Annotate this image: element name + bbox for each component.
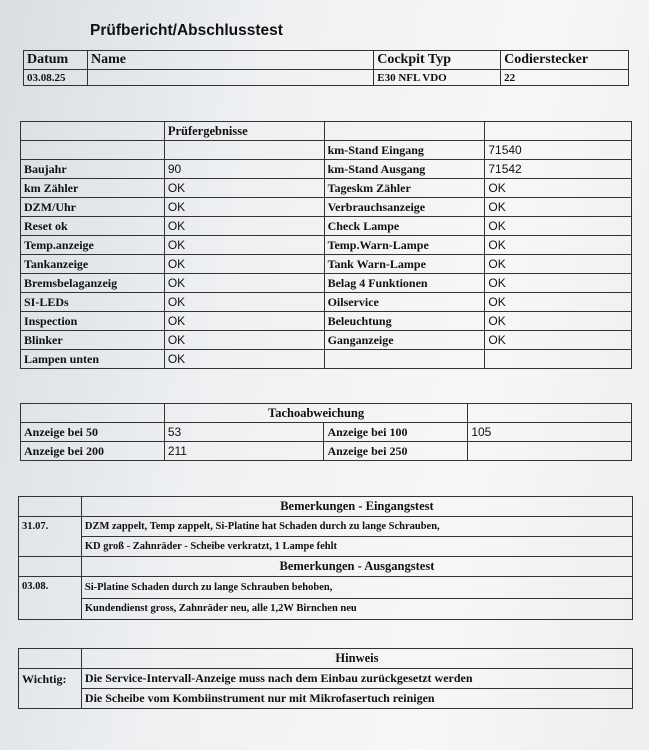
hint-empty-cell: [19, 649, 82, 669]
results-row: [21, 160, 632, 179]
result-value: OK: [164, 198, 324, 217]
result-value: OK: [164, 255, 324, 274]
result-value: OK: [485, 236, 632, 255]
result-value: 71540: [485, 141, 632, 160]
tacho-label: Anzeige bei 50: [21, 423, 165, 442]
result-label: Tankanzeige: [21, 255, 165, 274]
result-label: Inspection: [21, 312, 165, 331]
tacho-table: [20, 403, 632, 461]
results-row: [21, 198, 632, 217]
result-value: OK: [164, 236, 324, 255]
result-label: km-Stand Ausgang: [324, 160, 485, 179]
result-label: Oilservice: [324, 293, 485, 312]
result-label: Baujahr: [21, 160, 165, 179]
tacho-empty-cell: [21, 404, 165, 423]
results-empty-cell: [324, 122, 485, 141]
hint-heading: Hinweis: [81, 649, 632, 669]
col-codier-header: Codierstecker: [501, 51, 629, 70]
remarks-in-date: 31.07.: [19, 517, 82, 557]
remarks-in-heading: Bemerkungen - Eingangstest: [81, 497, 632, 517]
tacho-value: [468, 442, 632, 461]
results-row: [21, 141, 632, 160]
results-table: [20, 121, 632, 369]
datum-value: 03.08.25: [24, 70, 88, 86]
result-value: 71542: [485, 160, 632, 179]
tacho-empty-cell: [468, 404, 632, 423]
col-name-header: Name: [87, 51, 373, 70]
result-label: Bremsbelaganzeig: [21, 274, 165, 293]
result-label: DZM/Uhr: [21, 198, 165, 217]
tacho-row: [21, 423, 632, 442]
result-value: OK: [485, 217, 632, 236]
results-row: [21, 350, 632, 369]
remarks-table: [18, 496, 633, 620]
result-label: Tageskm Zähler: [324, 179, 485, 198]
result-value: OK: [164, 179, 324, 198]
col-cockpit-header: Cockpit Typ: [374, 51, 501, 70]
result-value: OK: [485, 179, 632, 198]
result-value: [485, 350, 632, 369]
result-label: Blinker: [21, 331, 165, 350]
result-value: OK: [485, 274, 632, 293]
tacho-value: 105: [468, 423, 632, 442]
result-value: OK: [164, 350, 324, 369]
result-value: OK: [164, 293, 324, 312]
remarks-empty-cell: [19, 497, 82, 517]
result-label: Belag 4 Funktionen: [324, 274, 485, 293]
result-label: Temp.Warn-Lampe: [324, 236, 485, 255]
result-label: km-Stand Eingang: [324, 141, 485, 160]
result-label: SI-LEDs: [21, 293, 165, 312]
name-value: [87, 70, 373, 86]
result-value: OK: [164, 274, 324, 293]
results-empty-cell: [21, 122, 165, 141]
hint-table: [18, 648, 633, 709]
cockpit-value: E30 NFL VDO: [374, 70, 501, 86]
results-row: [21, 274, 632, 293]
result-label: [21, 141, 165, 160]
results-row: [21, 255, 632, 274]
hint-label: Wichtig:: [19, 669, 82, 709]
results-empty-cell: [485, 122, 632, 141]
result-label: Verbrauchsanzeige: [324, 198, 485, 217]
codier-value: 22: [501, 70, 629, 86]
result-value: OK: [485, 255, 632, 274]
result-label: Lampen unten: [21, 350, 165, 369]
result-label: Reset ok: [21, 217, 165, 236]
results-row: [21, 236, 632, 255]
result-label: Beleuchtung: [324, 312, 485, 331]
remarks-empty-cell: [19, 557, 82, 577]
result-value: 90: [164, 160, 324, 179]
col-datum-header: Datum: [24, 51, 88, 70]
result-label: Temp.anzeige: [21, 236, 165, 255]
results-row: [21, 293, 632, 312]
header-table: [23, 50, 629, 86]
results-row: [21, 179, 632, 198]
tacho-label: Anzeige bei 200: [21, 442, 165, 461]
remarks-out-line1: Si-Platine Schaden durch zu lange Schrauben behoben,: [81, 577, 632, 599]
result-label: km Zähler: [21, 179, 165, 198]
result-label: [324, 350, 485, 369]
hint-line1: Die Service-Intervall-Anzeige muss nach dem Einbau zurückgesetzt werden: [81, 669, 632, 689]
tacho-value: 53: [164, 423, 324, 442]
tacho-value: 211: [164, 442, 324, 461]
results-row: [21, 331, 632, 350]
results-row: [21, 312, 632, 331]
remarks-out-date: 03.08.: [19, 577, 82, 620]
remarks-in-line1: DZM zappelt, Temp zappelt, Si-Platine hat Schaden durch zu lange Schrauben,: [81, 517, 632, 537]
results-row: [21, 217, 632, 236]
remarks-out-heading: Bemerkungen - Ausgangstest: [81, 557, 632, 577]
result-value: OK: [485, 312, 632, 331]
result-value: OK: [164, 217, 324, 236]
result-value: OK: [485, 331, 632, 350]
result-value: [164, 141, 324, 160]
tacho-label: Anzeige bei 250: [324, 442, 468, 461]
result-label: Ganganzeige: [324, 331, 485, 350]
result-value: OK: [485, 293, 632, 312]
tacho-heading: Tachoabweichung: [164, 404, 467, 423]
result-value: OK: [485, 198, 632, 217]
result-label: Check Lampe: [324, 217, 485, 236]
remarks-out-line2: Kundendienst gross, Zahnräder neu, alle 1,2W Birnchen neu: [81, 598, 632, 620]
result-value: OK: [164, 331, 324, 350]
hint-line2: Die Scheibe vom Kombiinstrument nur mit Mikrofasertuch reinigen: [81, 689, 632, 709]
result-value: OK: [164, 312, 324, 331]
tacho-row: [21, 442, 632, 461]
tacho-label: Anzeige bei 100: [324, 423, 468, 442]
results-heading: Prüfergebnisse: [164, 122, 324, 141]
result-label: Tank Warn-Lampe: [324, 255, 485, 274]
page-title: Prüfbericht/Abschlusstest: [90, 22, 283, 39]
remarks-in-line2: KD groß - Zahnräder - Scheibe verkratzt, 1 Lampe fehlt: [81, 537, 632, 557]
